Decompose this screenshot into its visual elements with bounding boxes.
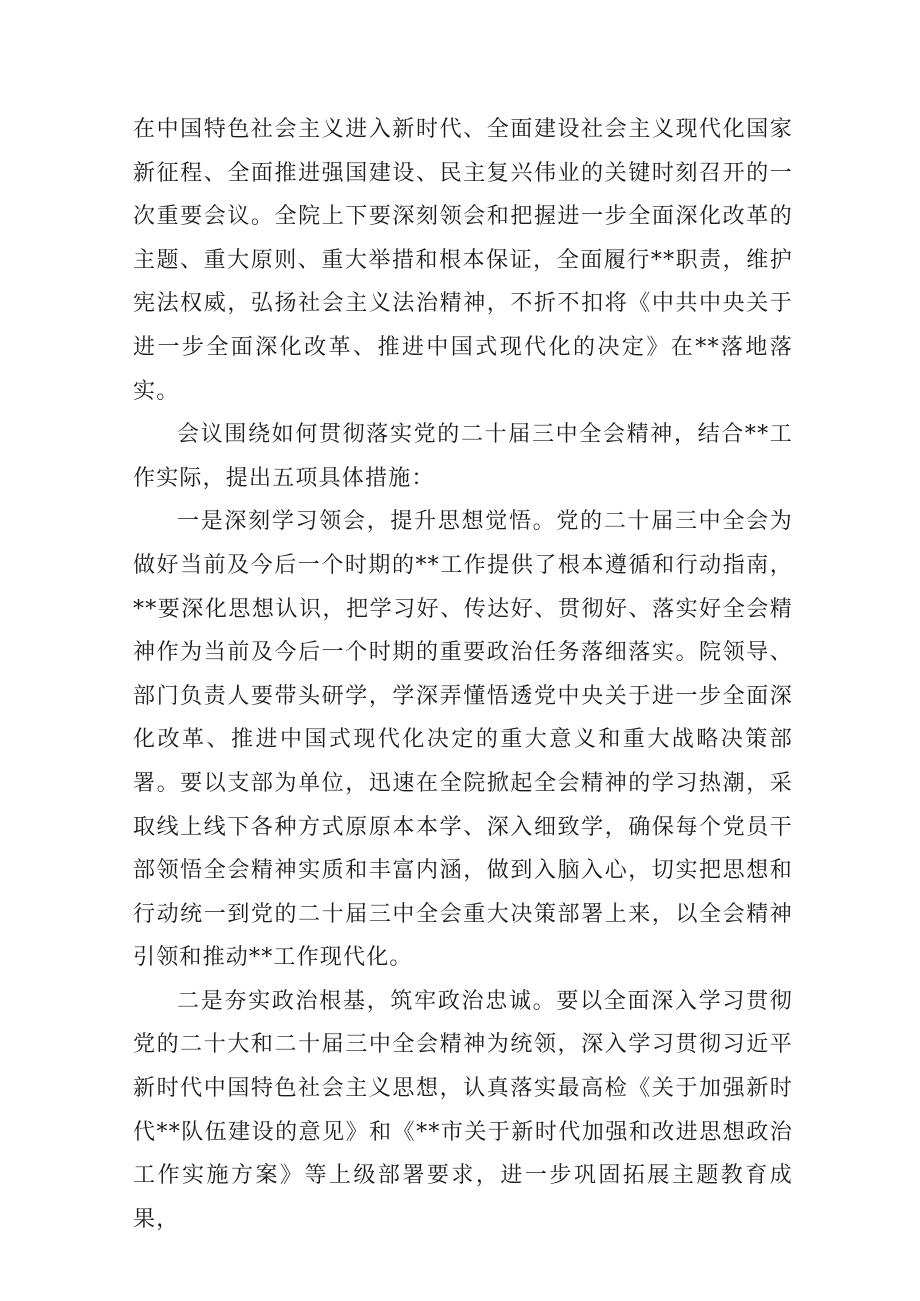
paragraph-continuation: 在中国特色社会主义进入新时代、全面建设社会主义现代化国家新征程、全面推进强国建设、民主复兴伟业的关键时刻召开的一次重要会议。全院上下要深刻领会和把握进一步全面深化改革的主题、重大原则、重大举措和根本保证，全面履行**职责，维护宪法权威，弘扬社会主义法治精神，不折不扣将《中共中央关于进一步全面深化改革、推进中国式现代化的决定》在**落地落实。 xyxy=(133,117,793,404)
paragraph-measures-intro: 会议围绕如何贯彻落实党的二十届三中全会精神，结合**工作实际，提出五项具体措施： xyxy=(133,422,793,491)
paragraph-measure-two: 二是夯实政治根基，筑牢政治忠诚。要以全面深入学习贯彻党的二十大和二十届三中全会精神为统领，深入学习贯彻习近平新时代中国特色社会主义思想，认真落实最高检《关于加强新时代**队伍建设的意见》和《**市关于新时代加强和改进思想政治工作实施方案》等上级部署要求，进一步巩固拓展主题教育成果， xyxy=(133,988,793,1232)
paragraph-measure-one: 一是深刻学习领会，提升思想觉悟。党的二十届三中全会为做好当前及今后一个时期的**工作提供了根本遵循和行动指南，**要深化思想认识，把学习好、传达好、贯彻好、落实好全会精神作为当前及今后一个时期的重要政治任务落细落实。院领导、部门负责人要带头研学，学深弄懂悟透党中央关于进一步全面深化改革、推进中国式现代化决定的重大意义和重大战略决策部署。要以支部为单位，迅速在全院掀起全会精神的学习热潮，采取线上线下各种方式原原本本学、深入细致学，确保每个党员干部领悟全会精神实质和丰富内涵，做到入脑入心，切实把思想和行动统一到党的二十届三中全会重大决策部署上来，以全会精神引领和推动**工作现代化。 xyxy=(133,509,793,971)
document-body xyxy=(133,108,793,1241)
